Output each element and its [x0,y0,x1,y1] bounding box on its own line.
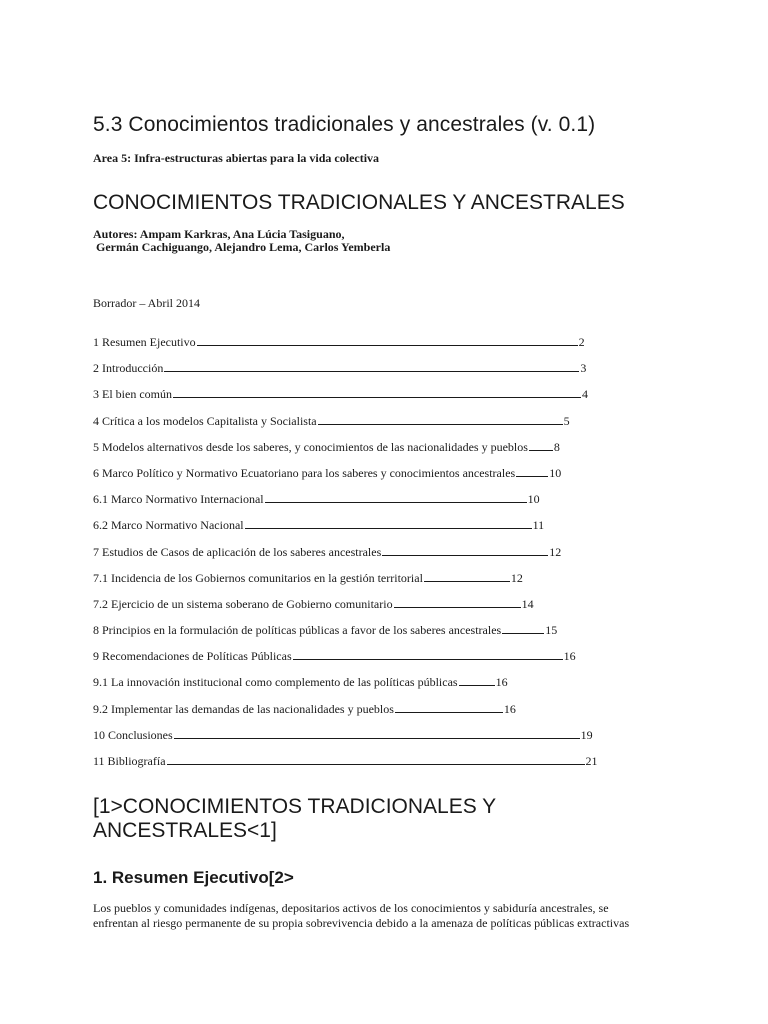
toc-leader-line [459,684,495,686]
toc-entry-page: 11 [532,518,545,533]
toc-entry-label: 6 Marco Político y Normativo Ecuatoriano para los saberes y conocimientos ancestrales [93,465,516,480]
toc-entry-label: 10 Conclusiones [93,727,173,742]
toc-entry[interactable] [93,597,613,623]
authors-line-2: Germán Cachiguango, Alejandro Lema, Carlos Yemberla [96,240,391,254]
body-paragraph [93,901,683,931]
toc-entry[interactable] [93,702,613,728]
paragraph-line-2: enfrentan al riesgo permanente de su propia sobrevivencia debido a la amenaza de políticas públicas extractivas [93,916,630,930]
document-title: 5.3 Conocimientos tradicionales y ancestrales (v. 0.1) [93,113,596,136]
toc-entry-page: 8 [553,439,560,454]
toc-entry-page: 16 [495,675,508,690]
toc-entry[interactable] [93,571,613,597]
toc-leader-line [382,554,548,556]
authors-line-1: Autores: Ampam Karkras, Ana Lúcia Tasiguano, [93,227,345,241]
toc-entry-page: 14 [521,596,534,611]
toc-leader-line [516,475,548,477]
toc-entry-page: 21 [585,754,598,768]
toc-entry-label: 5 Modelos alternativos desde los saberes, y conocimientos de las nacionalidades y pueblos [93,439,528,454]
section-subheading: 1. Resumen Ejecutivo[2> [93,868,294,887]
toc-entry[interactable] [93,623,613,649]
toc-entry[interactable] [93,545,613,571]
toc-leader-line [164,370,579,372]
table-of-contents [93,335,613,780]
toc-entry[interactable] [93,387,613,413]
toc-entry[interactable] [93,492,613,518]
toc-entry-page: 12 [510,570,523,585]
toc-entry[interactable] [93,335,613,361]
toc-leader-line [395,711,503,713]
toc-entry-label: 9.2 Implementar las demandas de las nacionalidades y pueblos [93,701,394,716]
toc-entry-label: 7.1 Incidencia de los Gobiernos comunitarios en la gestión territorial [93,570,423,585]
toc-entry-label: 11 Bibliografía [93,754,166,768]
toc-entry[interactable] [93,728,613,754]
paragraph-line-1: Los pueblos y comunidades indígenas, depositarios activos de los conocimientos y sabiduría ancestrales, se [93,901,609,915]
toc-entry-label: 7 Estudios de Casos de aplicación de los saberes ancestrales [93,544,382,559]
toc-entry-label: 4 Crítica a los modelos Capitalista y Socialista [93,413,317,428]
toc-entry[interactable] [93,414,613,440]
toc-leader-line [197,344,578,346]
toc-entry-page: 3 [580,361,587,376]
toc-entry[interactable] [93,675,613,701]
toc-leader-line [318,423,563,425]
toc-entry-label: 9 Recomendaciones de Políticas Públicas [93,649,292,664]
toc-entry-page: 10 [527,492,540,507]
toc-leader-line [424,580,510,582]
toc-entry-page: 2 [578,335,585,349]
toc-entry[interactable] [93,440,613,466]
main-heading: CONOCIMIENTOS TRADICIONALES Y ANCESTRALES [93,191,625,214]
toc-leader-line [529,449,553,451]
toc-leader-line [167,763,585,765]
toc-entry-page: 12 [549,544,562,559]
authors-block [93,228,390,254]
toc-entry-label: 1 Resumen Ejecutivo [93,335,196,349]
toc-entry-label: 6.2 Marco Normativo Nacional [93,518,244,533]
toc-entry-label: 7.2 Ejercicio de un sistema soberano de Gobierno comunitario [93,596,393,611]
toc-entry-page: 10 [549,465,562,480]
document-page [93,0,693,1024]
toc-leader-line [293,658,563,660]
toc-entry[interactable] [93,466,613,492]
toc-leader-line [394,606,521,608]
toc-entry[interactable] [93,754,613,780]
toc-entry-page: 19 [580,727,593,742]
toc-entry-page: 16 [563,649,576,664]
toc-entry-label: 3 El bien común [93,387,172,402]
toc-entry-page: 4 [581,387,588,402]
toc-entry-label: 8 Principios en la formulación de políticas públicas a favor de los saberes ancestrales [93,623,502,638]
toc-entry-label: 6.1 Marco Normativo Internacional [93,492,264,507]
toc-leader-line [245,527,532,529]
area-subtitle: Area 5: Infra-estructuras abiertas para la vida colectiva [93,151,380,165]
toc-leader-line [173,396,581,398]
toc-entry-label: 2 Introducción [93,361,164,376]
toc-entry-label: 9.1 La innovación institucional como complemento de las políticas públicas [93,675,458,690]
section-heading: [1>CONOCIMIENTOS TRADICIONALES Y ANCESTRALES<1] [93,795,496,842]
toc-leader-line [265,501,527,503]
toc-entry-page: 15 [545,623,558,638]
draft-date: Borrador – Abril 2014 [93,296,200,310]
toc-entry[interactable] [93,518,613,544]
toc-entry[interactable] [93,649,613,675]
toc-leader-line [502,632,544,634]
toc-leader-line [174,737,580,739]
toc-entry[interactable] [93,361,613,387]
toc-entry-page: 5 [563,413,570,428]
toc-entry-page: 16 [503,701,516,716]
